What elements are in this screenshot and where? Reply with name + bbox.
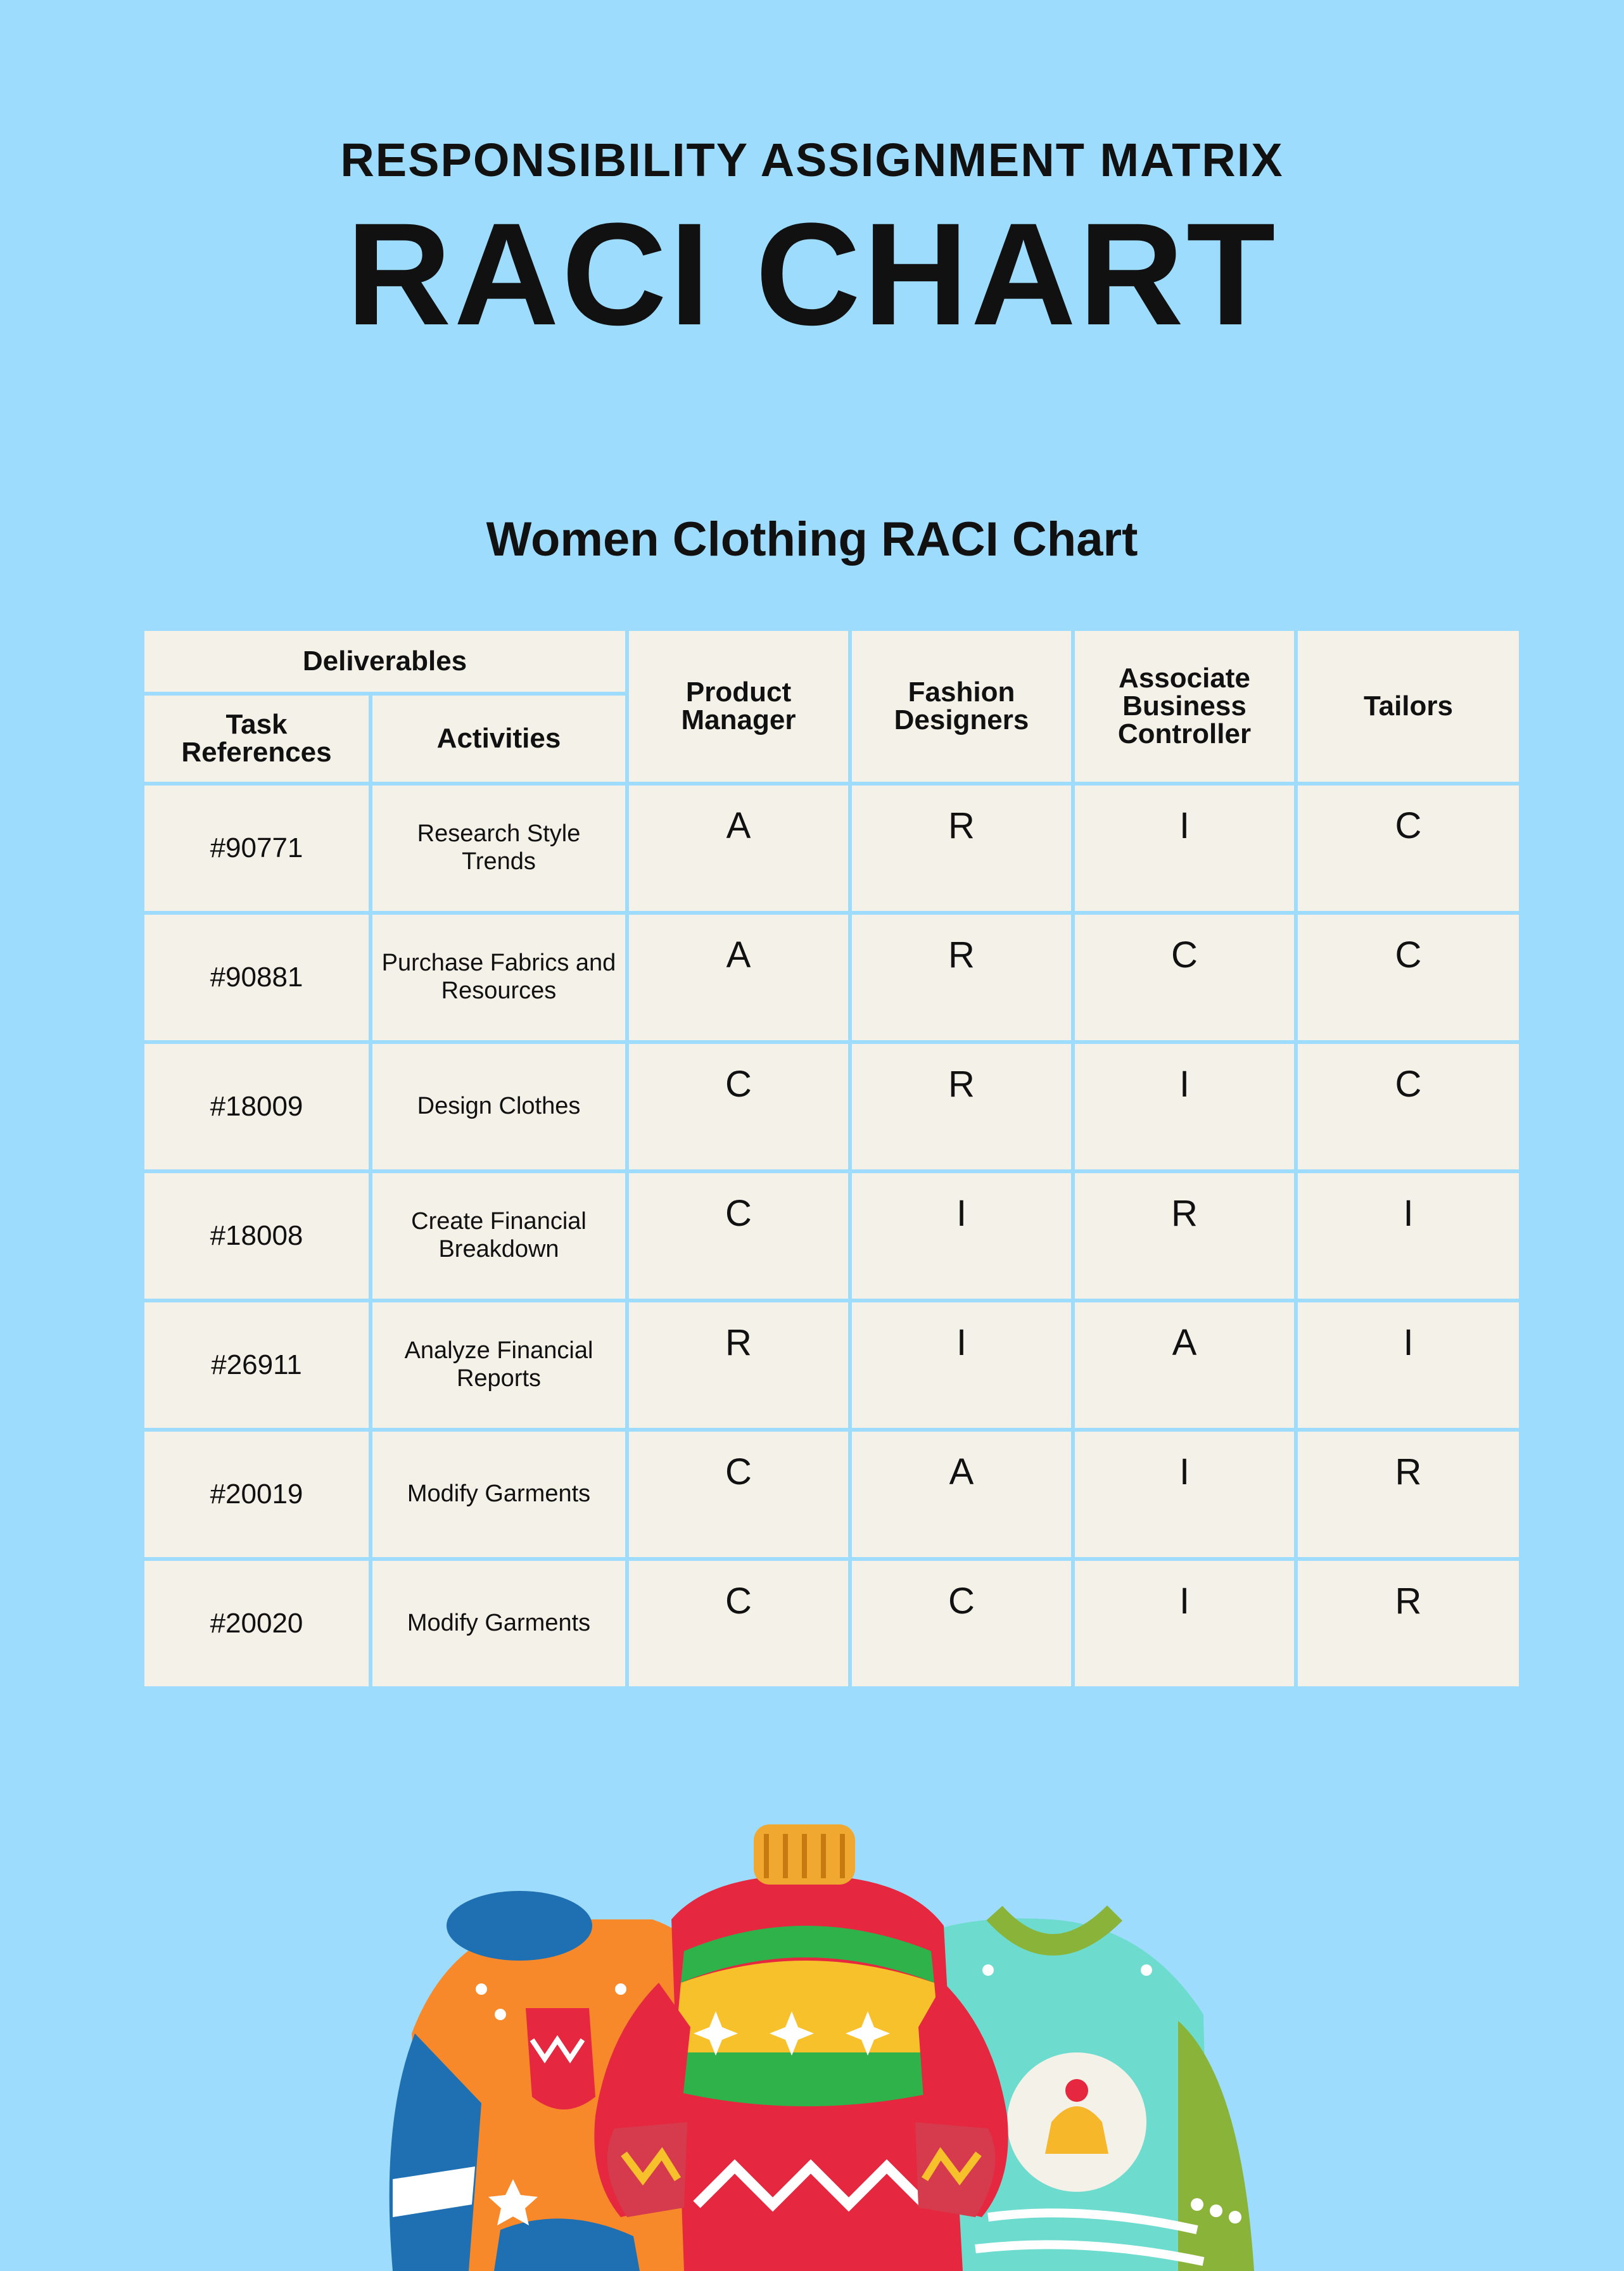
header-deliverables: Deliverables <box>143 629 627 694</box>
raci-cell: I <box>1296 1301 1521 1430</box>
raci-cell: R <box>850 784 1073 913</box>
table-row <box>143 1042 1521 1171</box>
header-role-fashion-designers: Fashion Designers <box>850 629 1073 784</box>
christmas-sweaters-illustration <box>355 1824 1279 2271</box>
task-reference: #90881 <box>143 913 371 1042</box>
raci-cell: I <box>850 1171 1073 1301</box>
raci-cell: A <box>850 1430 1073 1559</box>
activity: Modify Garments <box>371 1559 627 1688</box>
activity: Purchase Fabrics and Resources <box>371 913 627 1042</box>
raci-cell: C <box>1296 784 1521 913</box>
raci-cell: A <box>1073 1301 1296 1430</box>
activity: Create Financial Breakdown <box>371 1171 627 1301</box>
raci-cell: R <box>627 1301 850 1430</box>
raci-cell: C <box>1073 913 1296 1042</box>
header-role-tailors: Tailors <box>1296 629 1521 784</box>
task-reference: #18009 <box>143 1042 371 1171</box>
raci-cell: R <box>850 913 1073 1042</box>
task-reference: #90771 <box>143 784 371 913</box>
raci-cell: I <box>1073 784 1296 913</box>
table-row <box>143 1430 1521 1559</box>
raci-cell: C <box>627 1559 850 1688</box>
activity: Analyze Financial Reports <box>371 1301 627 1430</box>
task-reference: #18008 <box>143 1171 371 1301</box>
raci-cell: R <box>1296 1430 1521 1559</box>
table-row <box>143 1171 1521 1301</box>
header-role-product-manager: Product Manager <box>627 629 850 784</box>
page-subtitle: RESPONSIBILITY ASSIGNMENT MATRIX <box>340 134 1284 186</box>
raci-table <box>141 627 1523 1690</box>
raci-cell: I <box>850 1301 1073 1430</box>
table-row <box>143 913 1521 1042</box>
table-row <box>143 1559 1521 1688</box>
header-task-references: Task References <box>143 694 371 784</box>
raci-cell: C <box>627 1171 850 1301</box>
raci-cell: A <box>627 784 850 913</box>
red-sweater-icon <box>594 1824 1008 2271</box>
activity: Design Clothes <box>371 1042 627 1171</box>
raci-cell: R <box>850 1042 1073 1171</box>
task-reference: #20020 <box>143 1559 371 1688</box>
raci-cell: C <box>627 1430 850 1559</box>
header-activities: Activities <box>371 694 627 784</box>
raci-cell: R <box>1296 1559 1521 1688</box>
raci-cell: C <box>1296 913 1521 1042</box>
raci-cell: C <box>627 1042 850 1171</box>
raci-cell: C <box>1296 1042 1521 1171</box>
task-reference: #26911 <box>143 1301 371 1430</box>
page-title: RACI CHART <box>346 193 1278 355</box>
header-role-associate-business-controller: Associate Business Controller <box>1073 629 1296 784</box>
table-row <box>143 784 1521 913</box>
raci-cell: R <box>1073 1171 1296 1301</box>
raci-cell: I <box>1296 1171 1521 1301</box>
raci-cell: A <box>627 913 850 1042</box>
raci-cell: I <box>1073 1430 1296 1559</box>
raci-cell: I <box>1073 1559 1296 1688</box>
task-reference: #20019 <box>143 1430 371 1559</box>
table-row <box>143 1301 1521 1430</box>
activity: Research Style Trends <box>371 784 627 913</box>
activity: Modify Garments <box>371 1430 627 1559</box>
chart-title: Women Clothing RACI Chart <box>486 512 1138 566</box>
raci-cell: I <box>1073 1042 1296 1171</box>
raci-cell: C <box>850 1559 1073 1688</box>
